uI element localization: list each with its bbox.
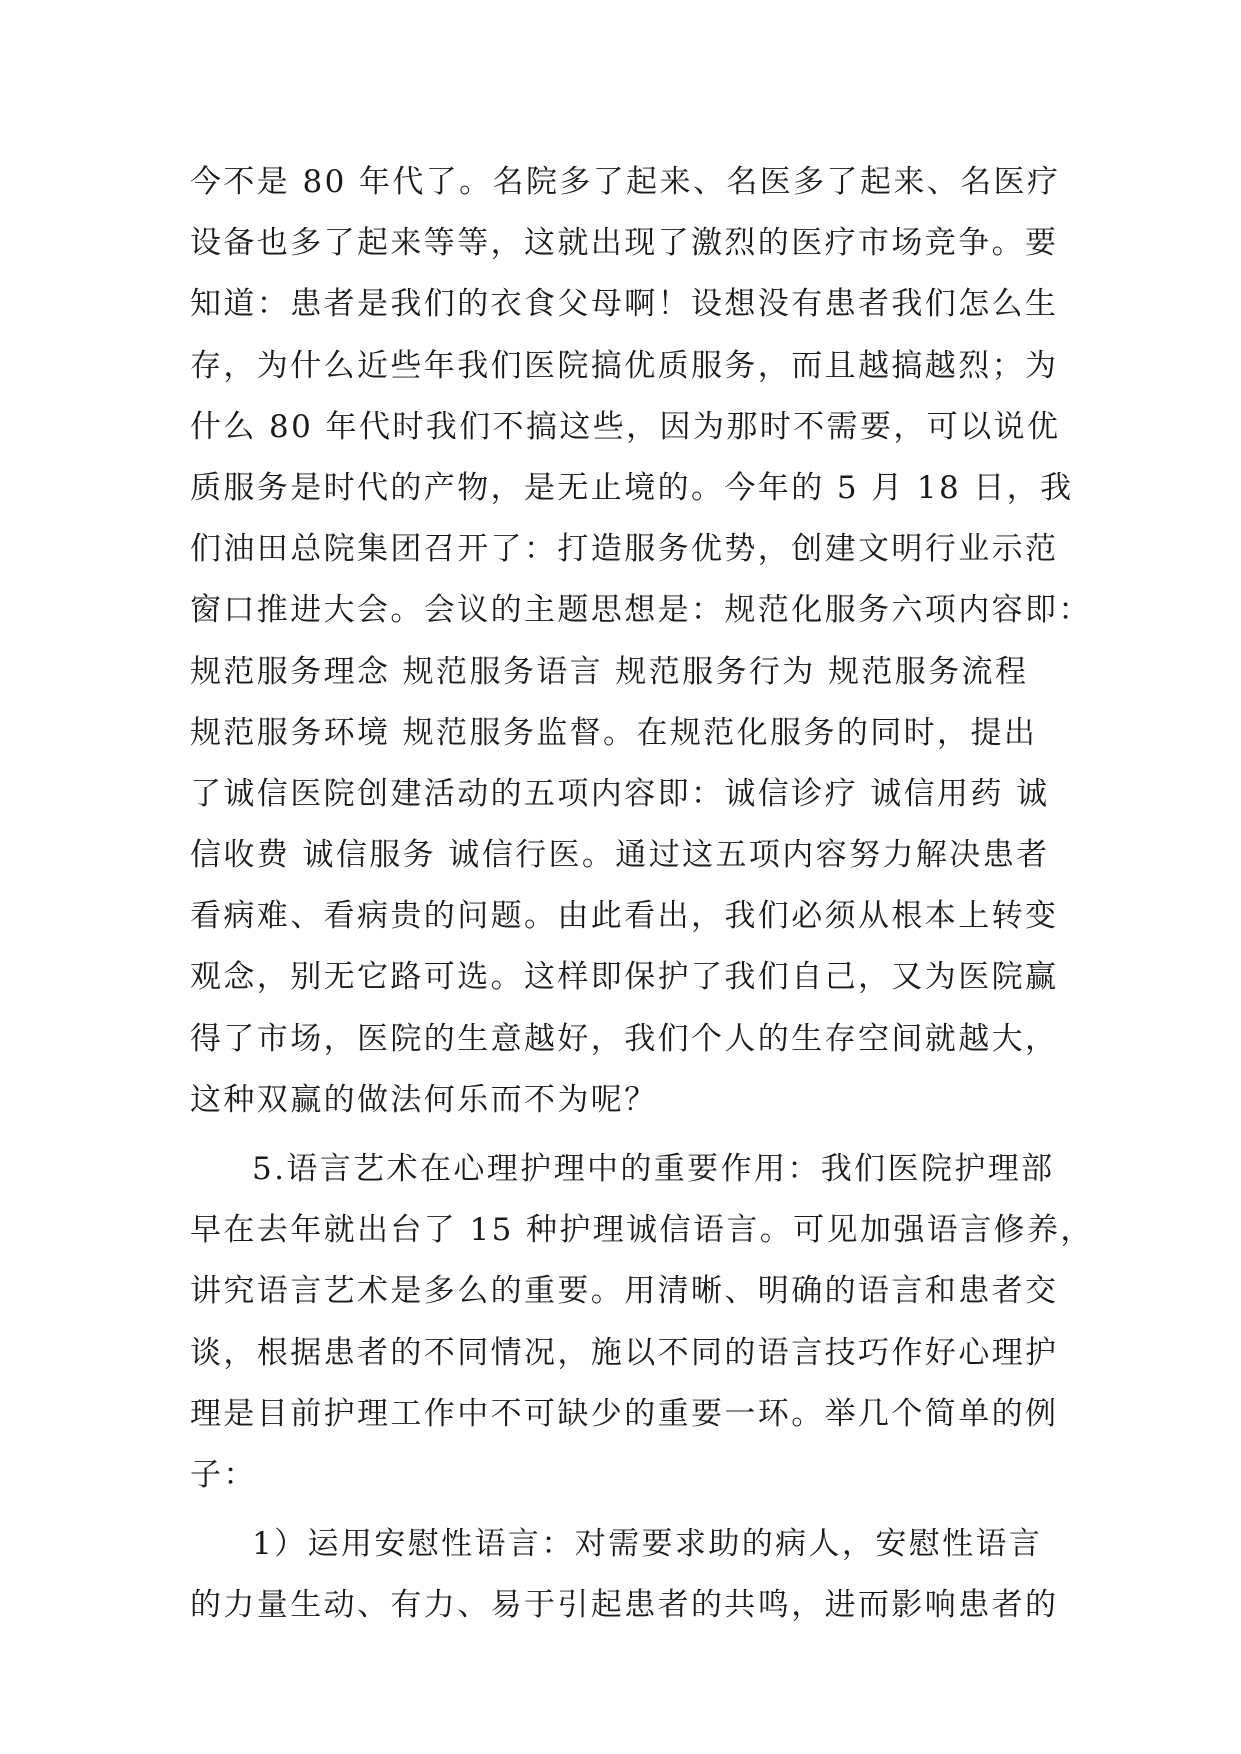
paragraph-spacer [190, 1506, 1060, 1514]
paragraph-market-competition [190, 152, 1092, 1131]
text-line: 信收费 诚信服务 诚信行医。通过这五项内容努力解决患者 [190, 837, 1050, 874]
text-line: 谈，根据患者的不同情况，施以不同的语言技巧作好心理护 [190, 1334, 1059, 1371]
text-line: 子： [190, 1456, 257, 1493]
text-line: 规范服务理念 规范服务语言 规范服务行为 规范服务流程 [190, 653, 1029, 690]
text-line: 看病难、看病贵的问题。由此看出，我们必须从根本上转变 [190, 898, 1059, 935]
text-line: 设备也多了起来等等，这就出现了激烈的医疗市场竞争。要 [190, 225, 1059, 262]
text-line: 了诚信医院创建活动的五项内容即：诚信诊疗 诚信用药 诚 [190, 775, 1050, 812]
text-line: 质服务是时代的产物，是无止境的。今年的 5 月 18 日，我 [190, 469, 1074, 506]
text-line: 知道：患者是我们的衣食父母啊！设想没有患者我们怎么生 [190, 286, 1059, 323]
text-line: 讲究语言艺术是多么的重要。用清晰、明确的语言和患者交 [190, 1273, 1059, 1310]
text-line: 规范服务环境 规范服务监督。在规范化服务的同时，提出 [190, 714, 1038, 751]
body-text [190, 152, 1094, 1637]
text-line: 早在去年就出台了 15 种护理诚信语言。可见加强语言修养， [190, 1212, 1094, 1249]
text-line: 存，为什么近些年我们医院搞优质服务，而且越搞越烈；为 [190, 347, 1059, 384]
text-line: 得了市场，医院的生意越好，我们个人的生存空间就越大， [190, 1020, 1059, 1057]
paragraph-spacer [190, 1131, 1060, 1139]
text-line: 理是目前护理工作中不可缺少的重要一环。举几个简单的例 [190, 1395, 1059, 1432]
text-line: 5.语言艺术在心理护理中的重要作用：我们医院护理部 [252, 1151, 1055, 1187]
text-line: 观念，别无它路可选。这样即保护了我们自己，又为医院赢 [190, 959, 1059, 996]
text-line: 们油田总院集团召开了：打造服务优势，创建文明行业示范 [190, 531, 1059, 568]
text-line: 的力量生动、有力、易于引起患者的共鸣，进而影响患者的 [190, 1587, 1059, 1624]
text-line: 窗口推进大会。会议的主题思想是：规范化服务六项内容即： [190, 592, 1092, 629]
text-line: 什么 80 年代时我们不搞这些，因为那时不需要，可以说优 [190, 408, 1061, 445]
text-line: 今不是 80 年代了。名院多了起来、名医多了起来、名医疗 [190, 164, 1061, 200]
text-line: 1）运用安慰性语言：对需要求助的病人，安慰性语言 [252, 1526, 1043, 1563]
text-line: 这种双赢的做法何乐而不为呢？ [190, 1081, 658, 1118]
paragraph-language-art [190, 1139, 1094, 1506]
paragraph-comforting-language [190, 1514, 1060, 1636]
